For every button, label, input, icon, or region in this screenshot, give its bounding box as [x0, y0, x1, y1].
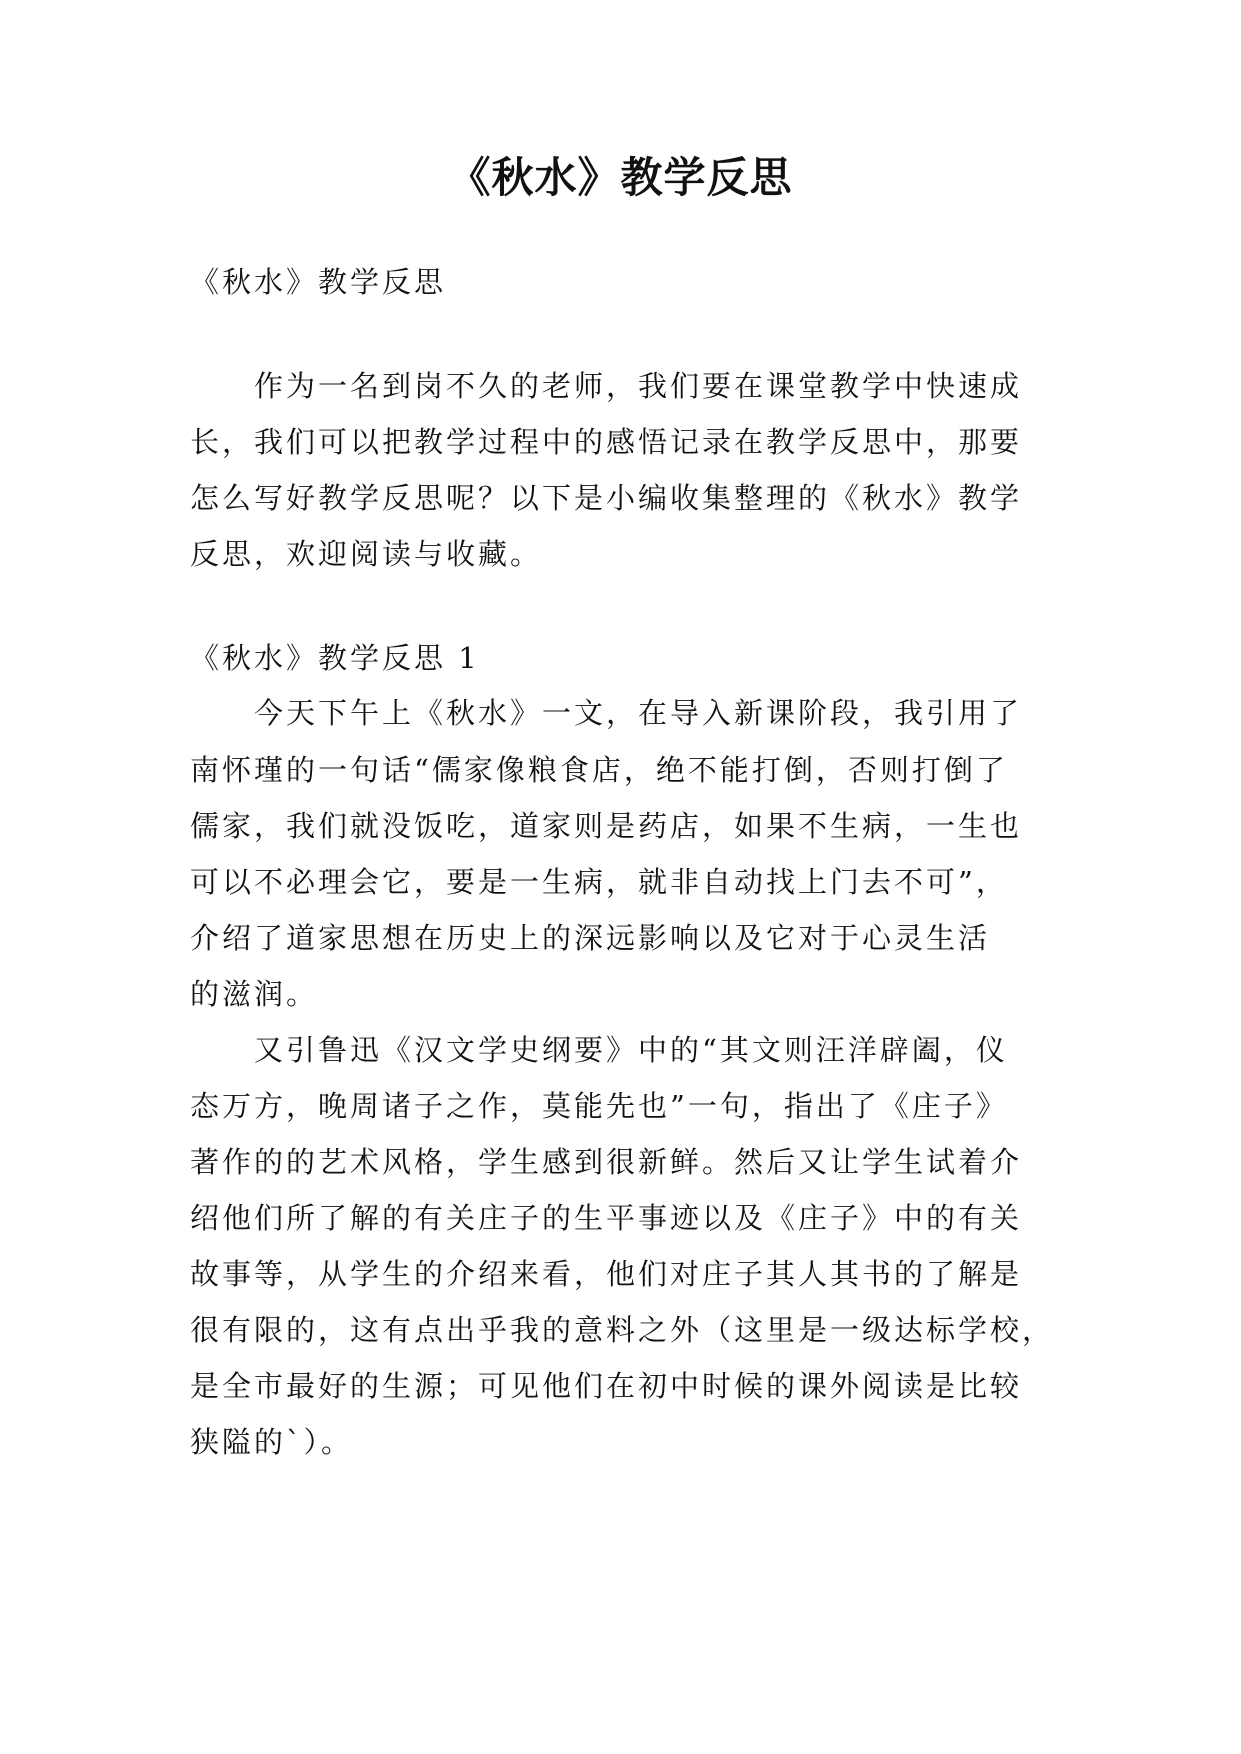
paragraph-line: 又引鲁迅《汉文学史纲要》中的“其文则汪洋辟阖，仪 [254, 1033, 1008, 1067]
section-heading: 《秋水》教学反思 1 [190, 641, 480, 675]
paragraph-line: 南怀瑾的一句话“儒家像粮食店，绝不能打倒，否则打倒了 [190, 753, 1008, 787]
paragraph-line: 长，我们可以把教学过程中的感悟记录在教学反思中，那要 [190, 425, 1023, 459]
paragraph-line: 故事等，从学生的介绍来看，他们对庄子其人其书的了解是 [190, 1257, 1023, 1291]
paragraph-line: 是全市最好的生源；可见他们在初中时候的课外阅读是比较 [190, 1369, 1023, 1403]
paragraph-line: 怎么写好教学反思呢？以下是小编收集整理的《秋水》教学 [190, 481, 1023, 515]
paragraph-line: 很有限的，这有点出乎我的意料之外（这里是一级达标学校， [190, 1313, 1055, 1347]
paragraph-line: 态万方，晚周诸子之作，莫能先也”一句，指出了《庄子》 [190, 1089, 1008, 1123]
paragraph-line: 反思，欢迎阅读与收藏。 [190, 537, 543, 571]
paragraph-line: 的滋润。 [190, 977, 319, 1011]
document-title: 《秋水》教学反思 [448, 153, 793, 202]
paragraph-line: 作为一名到岗不久的老师，我们要在课堂教学中快速成 [254, 369, 1023, 403]
paragraph-line: 可以不必理会它，要是一生病，就非自动找上门去不可”， [190, 865, 1008, 899]
paragraph-line: 狭隘的`）。 [190, 1425, 354, 1459]
paragraph-line: 介绍了道家思想在历史上的深远影响以及它对于心灵生活 [190, 921, 991, 955]
paragraph-line: 今天下午上《秋水》一文，在导入新课阶段，我引用了 [254, 696, 1023, 730]
document-subtitle: 《秋水》教学反思 [190, 265, 447, 299]
paragraph-line: 著作的的艺术风格，学生感到很新鲜。然后又让学生试着介 [190, 1145, 1023, 1179]
paragraph-line: 儒家，我们就没饭吃，道家则是药店，如果不生病，一生也 [190, 809, 1023, 843]
paragraph-line: 绍他们所了解的有关庄子的生平事迹以及《庄子》中的有关 [190, 1201, 1023, 1235]
